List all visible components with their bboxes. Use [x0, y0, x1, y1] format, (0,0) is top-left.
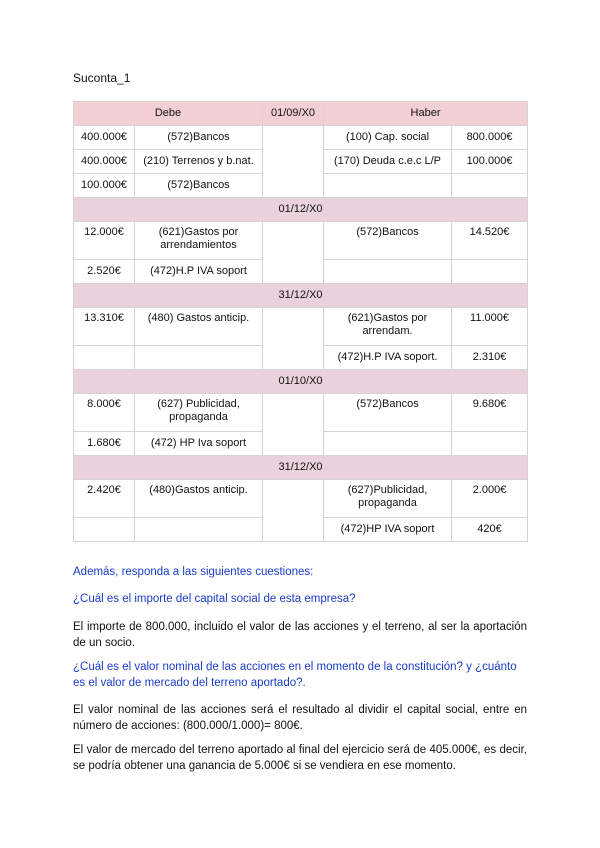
- credit-amount: 800.000€: [452, 126, 528, 150]
- date-header: 01/09/X0: [263, 102, 324, 126]
- debit-account: (621)Gastos por arrendamientos: [135, 222, 263, 260]
- credit-amount: [452, 432, 528, 456]
- credit-amount: 420€: [452, 518, 528, 542]
- journal-table: [73, 101, 528, 542]
- table-row: [74, 126, 528, 150]
- debit-account: (480) Gastos anticip.: [135, 308, 263, 346]
- debit-account: (472)H.P IVA soport: [135, 260, 263, 284]
- credit-account: (572)Bancos: [324, 222, 452, 260]
- date-spacer: [263, 394, 324, 456]
- date-band-row: [74, 456, 528, 480]
- debit-account: (480)Gastos anticip.: [135, 480, 263, 518]
- entry-date: 31/12/X0: [74, 284, 528, 308]
- credit-account: (621)Gastos por arrendam.: [324, 308, 452, 346]
- debit-account: (210) Terrenos y b.nat.: [135, 150, 263, 174]
- credit-account: (572)Bancos: [324, 394, 452, 432]
- credit-account: (472)H.P IVA soport.: [324, 346, 452, 370]
- question-2: ¿Cuál es el valor nominal de las acciones en el momento de la constitución? y ¿cuánto es el valor de mercado del terreno aportado?.: [73, 661, 517, 689]
- credit-amount: 2.000€: [452, 480, 528, 518]
- haber-header: Haber: [324, 102, 528, 126]
- document-title: Suconta_1: [73, 71, 131, 85]
- credit-account: [324, 432, 452, 456]
- date-spacer: [263, 480, 324, 542]
- table-row: [74, 394, 528, 432]
- debit-amount: 2.420€: [74, 480, 135, 518]
- credit-amount: 9.680€: [452, 394, 528, 432]
- credit-account: (100) Cap. social: [324, 126, 452, 150]
- debit-account: (627) Publicidad, propaganda: [135, 394, 263, 432]
- credit-account: (170) Deuda c.e.c L/P: [324, 150, 452, 174]
- debit-account: [135, 346, 263, 370]
- debit-amount: 2.520€: [74, 260, 135, 284]
- table-row: [74, 222, 528, 260]
- entry-date: 01/12/X0: [74, 198, 528, 222]
- credit-account: (472)HP IVA soport: [324, 518, 452, 542]
- credit-amount: 11.000€: [452, 308, 528, 346]
- credit-account: (627)Publicidad, propaganda: [324, 480, 452, 518]
- debit-account: (572)Bancos: [135, 126, 263, 150]
- question-1: ¿Cuál es el importe del capital social de esta empresa?: [73, 593, 356, 605]
- table-header-row: [74, 102, 528, 126]
- date-band-row: [74, 198, 528, 222]
- date-spacer: [263, 308, 324, 370]
- debit-account: [135, 518, 263, 542]
- date-spacer: [263, 126, 324, 198]
- debit-amount: 400.000€: [74, 126, 135, 150]
- debit-amount: 400.000€: [74, 150, 135, 174]
- entry-date: 01/10/X0: [74, 370, 528, 394]
- debit-account: (572)Bancos: [135, 174, 263, 198]
- date-spacer: [263, 222, 324, 284]
- answer-3: El valor de mercado del terreno aportado al final del ejercicio será de 405.000€, es decir, se podría obtener una ganancia de 5.000€ si se vendiera en ese momento.: [73, 744, 527, 772]
- answer-1: El importe de 800.000, incluido el valor de las acciones y el terreno, al ser la aportación de un socio.: [73, 621, 527, 649]
- answer-2: El valor nominal de las acciones será el resultado al dividir el capital social, entre en número de acciones: (800.000/1.000)= 800€.: [73, 704, 527, 732]
- debit-amount: 12.000€: [74, 222, 135, 260]
- questions-intro: Además, responda a las siguientes cuestiones:: [73, 566, 314, 578]
- debit-amount: [74, 346, 135, 370]
- debit-amount: 100.000€: [74, 174, 135, 198]
- debe-header: Debe: [74, 102, 263, 126]
- credit-amount: 14.520€: [452, 222, 528, 260]
- table-row: [74, 480, 528, 518]
- date-band-row: [74, 284, 528, 308]
- credit-amount: 2.310€: [452, 346, 528, 370]
- entry-date: 31/12/X0: [74, 456, 528, 480]
- debit-amount: 13.310€: [74, 308, 135, 346]
- debit-amount: [74, 518, 135, 542]
- debit-account: (472) HP Iva soport: [135, 432, 263, 456]
- date-band-row: [74, 370, 528, 394]
- credit-account: [324, 260, 452, 284]
- credit-amount: [452, 260, 528, 284]
- credit-amount: [452, 174, 528, 198]
- debit-amount: 8.000€: [74, 394, 135, 432]
- credit-account: [324, 174, 452, 198]
- debit-amount: 1.680€: [74, 432, 135, 456]
- table-row: [74, 308, 528, 346]
- credit-amount: 100.000€: [452, 150, 528, 174]
